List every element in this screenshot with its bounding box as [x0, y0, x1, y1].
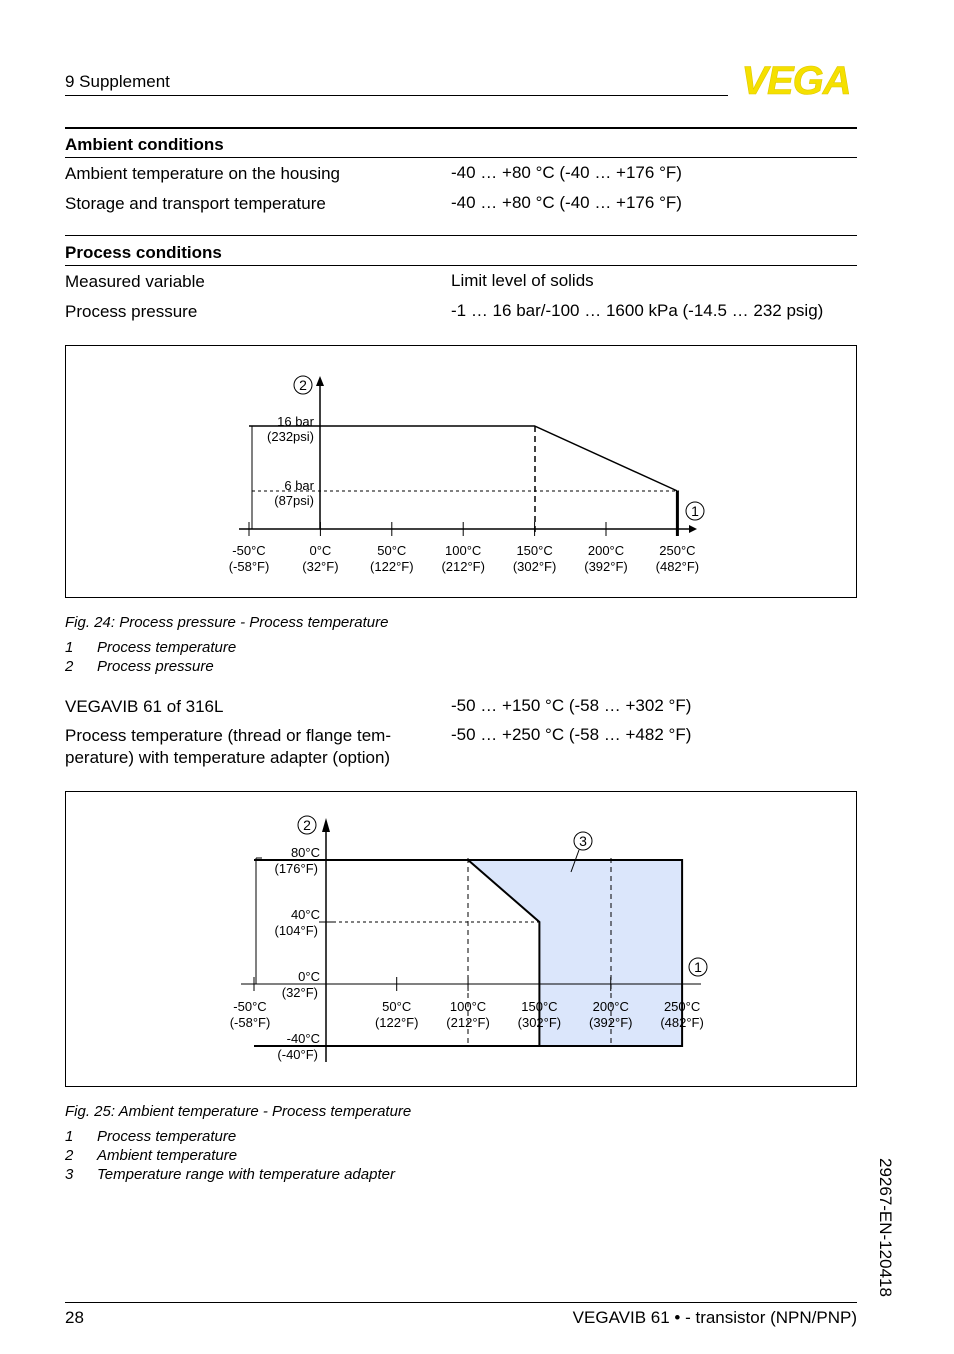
x-tick-label: -50°C: [232, 543, 266, 558]
y-tick-label: 16 bar: [277, 414, 314, 429]
x-tick-label: (392°F): [589, 1015, 633, 1030]
legend-number: 1: [65, 639, 74, 656]
process-temp-label-line2: perature) with temperature adapter (option): [65, 748, 391, 767]
marker-label-1: 1: [691, 503, 699, 519]
x-tick-label: 250°C: [663, 999, 701, 1014]
ambient-row-label: Ambient temperature on the housing: [65, 164, 341, 183]
marker-label-3: 3: [579, 833, 587, 849]
legend-text: Process pressure: [97, 658, 214, 675]
x-tick-label: 200°C: [592, 999, 629, 1014]
process-heading: Process conditions: [65, 243, 222, 262]
marker-label-1: 1: [694, 959, 702, 975]
x-tick-label: 150°C: [516, 543, 553, 558]
page-number: 28: [65, 1308, 84, 1327]
x-tick-label: (122°F): [370, 559, 414, 574]
legend-text: Process temperature: [97, 639, 237, 656]
y-axis-arrow: [316, 376, 324, 386]
ambient-row-value: -40 … +80 °C (-40 … +176 °F): [451, 163, 682, 182]
legend-text: Process temperature: [97, 1128, 237, 1145]
ambient-process-temperature-chart: [66, 792, 856, 1086]
legend-number: 1: [65, 1128, 74, 1145]
section-rule-top: [65, 127, 857, 129]
ambient-heading: Ambient conditions: [65, 135, 224, 154]
header-rule: [65, 95, 728, 96]
x-tick-label: 50°C: [382, 999, 412, 1014]
process-temp-label: Process temperature (thread or flange tem-: [65, 726, 391, 745]
document-number: 29267-EN-120418: [876, 1158, 895, 1297]
pressure-temperature-chart: [66, 346, 856, 597]
x-tick-label: (-58°F): [228, 559, 270, 574]
y-tick-label: 80°C: [290, 845, 320, 860]
measured-variable-value: Limit level of solids: [451, 271, 594, 290]
footer-title: VEGAVIB 61 • - transistor (NPN/PNP): [572, 1308, 857, 1327]
legend-number: 2: [65, 658, 74, 675]
process-pressure-value: -1 … 16 bar/-100 … 1600 kPa (-14.5 … 232 psig): [451, 301, 824, 320]
x-tick-label: (-58°F): [229, 1015, 271, 1030]
x-tick-label: 200°C: [587, 543, 625, 558]
y-tick-label: -40°C: [286, 1031, 320, 1046]
marker-label-2: 2: [303, 817, 311, 833]
y-axis-arrow: [322, 818, 330, 832]
y-tick-label: 0°C: [298, 969, 320, 984]
y-tick-label: (176°F): [274, 861, 318, 876]
y-tick-label: (32°F): [281, 985, 318, 1000]
y-tick-label: (104°F): [274, 923, 318, 938]
x-tick-label: 150°C: [521, 999, 558, 1014]
legend-number: 2: [65, 1147, 74, 1164]
x-tick-labels: [229, 543, 699, 574]
x-tick-label: (32°F): [302, 559, 339, 574]
x-tick-label: (212°F): [446, 1015, 490, 1030]
legend-number: 3: [65, 1166, 74, 1183]
x-tick-label: 100°C: [449, 999, 487, 1014]
y-tick-label: 40°C: [290, 907, 320, 922]
x-tick-label: 0°C: [309, 543, 332, 558]
x-tick-label: (122°F): [374, 1015, 419, 1030]
storage-row-value: -40 … +80 °C (-40 … +176 °F): [451, 193, 682, 212]
measured-variable-label: Measured variable: [65, 272, 205, 291]
vegavib-316l-label: VEGAVIB 61 of 316L: [65, 697, 224, 716]
x-tick-label: (482°F): [655, 559, 700, 574]
x-tick-label: -50°C: [233, 999, 267, 1014]
figure-25-caption: Fig. 25: Ambient temperature - Process temperature: [65, 1103, 412, 1120]
figure-24-frame: [65, 345, 857, 598]
x-tick-label: 250°C: [659, 543, 696, 558]
x-tick-label: (302°F): [512, 559, 557, 574]
section-rule: [65, 265, 857, 266]
footer-rule: [65, 1302, 857, 1303]
vegavib-316l-value: -50 … +150 °C (-58 … +302 °F): [451, 696, 692, 715]
process-pressure-label: Process pressure: [65, 302, 198, 321]
section-rule: [65, 235, 857, 236]
process-temp-value: -50 … +250 °C (-58 … +482 °F): [451, 725, 692, 744]
x-tick-label: (392°F): [584, 559, 628, 574]
vega-logo-text: VEGA: [741, 62, 851, 98]
section-rule: [65, 157, 857, 158]
figure-25-frame: [65, 791, 857, 1087]
section-header: 9 Supplement: [65, 72, 170, 91]
y-tick-label: 6 bar: [284, 478, 314, 493]
figure-24-caption: Fig. 24: Process pressure - Process temperature: [65, 614, 389, 631]
x-axis-arrow: [689, 525, 697, 533]
legend-text: Ambient temperature: [97, 1147, 238, 1164]
marker-label-2: 2: [299, 377, 307, 393]
y-tick-label: (232psi): [267, 429, 314, 444]
y-tick-label: (87psi): [274, 493, 314, 508]
x-tick-label: 100°C: [445, 543, 482, 558]
y-tick-labels: [275, 845, 321, 1062]
x-tick-label: (482°F): [660, 1015, 704, 1030]
x-tick-label: (212°F): [441, 559, 485, 574]
x-tick-label: 50°C: [377, 543, 407, 558]
vega-logo: [734, 62, 858, 98]
legend-text: Temperature range with temperature adapter: [97, 1166, 395, 1183]
storage-row-label: Storage and transport temperature: [65, 194, 326, 213]
y-tick-label: (-40°F): [277, 1047, 318, 1062]
x-tick-label: (302°F): [517, 1015, 562, 1030]
